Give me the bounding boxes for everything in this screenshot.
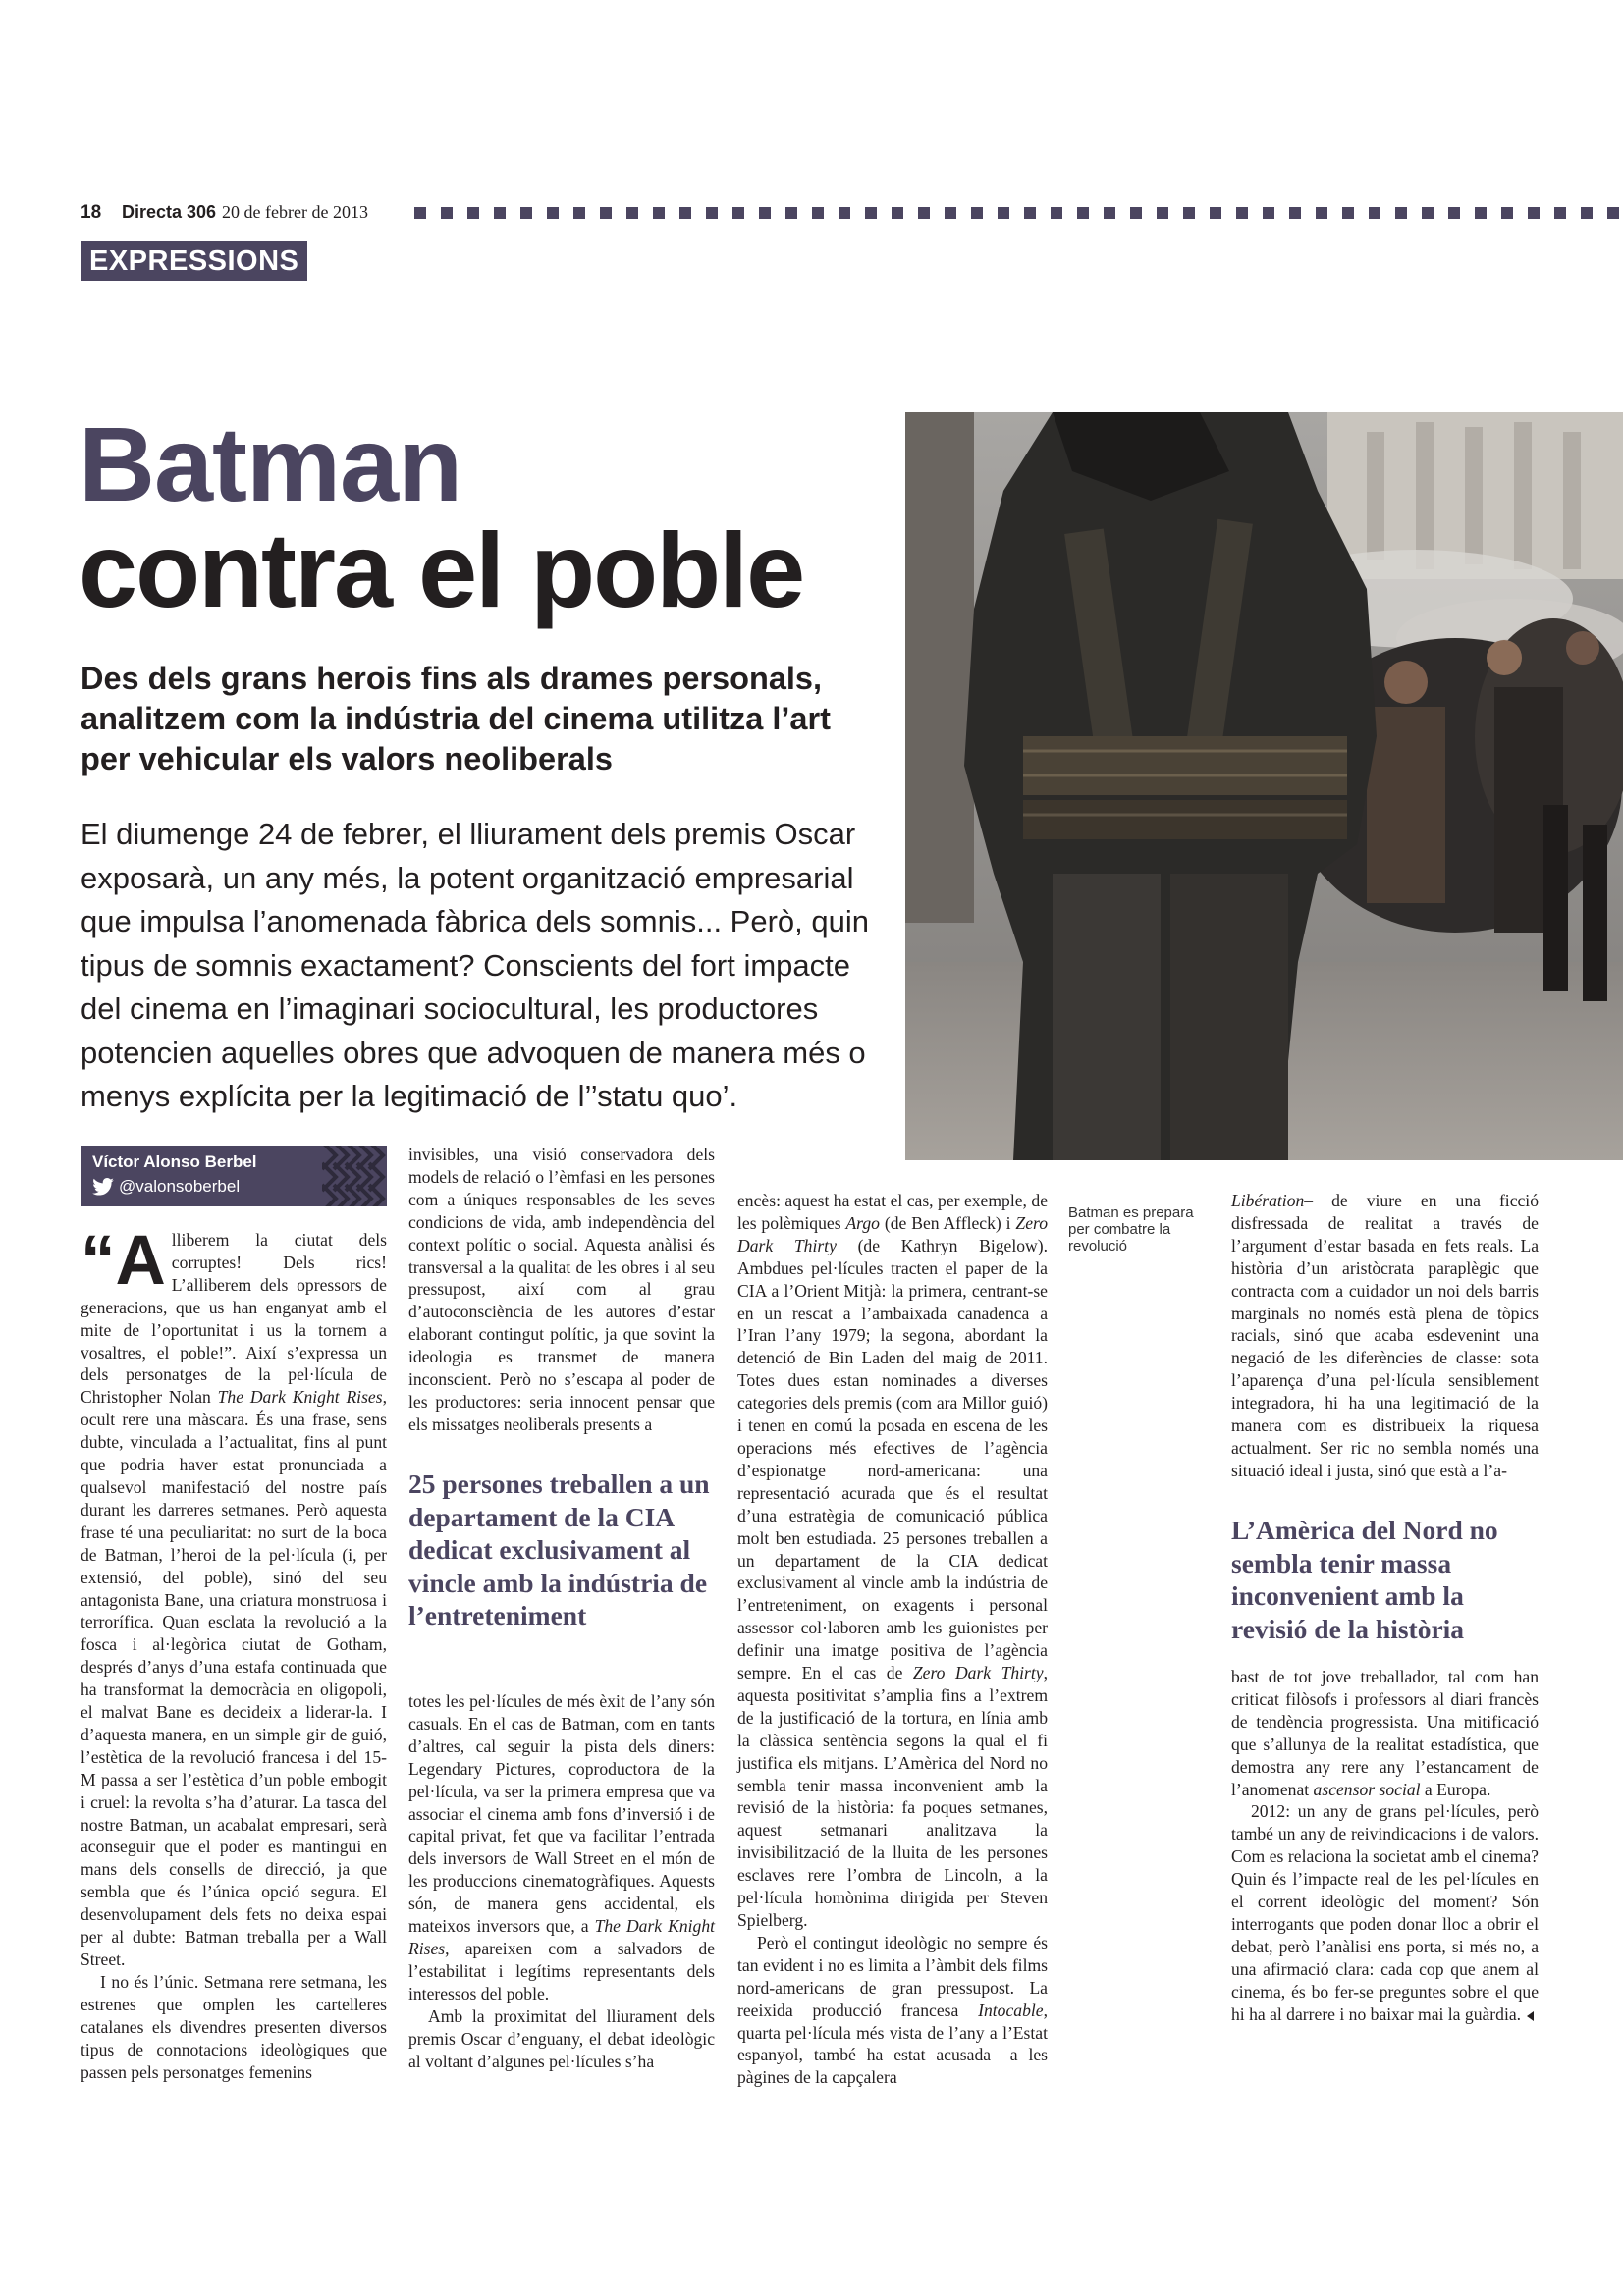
film-title: Zero Dark Thirty	[912, 1663, 1044, 1683]
film-title: The Dark Knight Rises	[408, 1916, 715, 1958]
pull-quote-america: L’Amèrica del Nord no sembla tenir massa inconvenient amb la revisió de la història	[1231, 1515, 1498, 1644]
body-paragraph: Amb la proximitat del lliurament dels premis Oscar d’enguany, el debat ideològic al voltant d’algunes pel·lícules s’ha	[408, 2005, 715, 2071]
issue-date: 20 de febrer de 2013	[222, 202, 368, 222]
body-paragraph: 2012: un any de grans pel·lícules, però també un any de reivindicacions i de valors. Com es relaciona la societat amb el cinema? Quin és l’impacte real de les pel·lícules en el corrent ideològic del moment? Són interrogants que poden donar lloc a obrir el debat, però l’anàlisi ens porta, si més no, a una afirmació clara: cada cop que anem al cinema, és bo fer-se preguntes sobre el que hi ha al darrere i no baixar mai la guàrdia.	[1231, 1801, 1539, 2024]
body-paragraph: totes les pel·lícules de més èxit de l’any són casuals. En el cas de Batman, com en tants d’altres, cal seguir la pista dels diners: Legendary Pictures, coproductora de la pel·lícula, va ser la primera empresa que va associar el cinema amb fons d’inversió i de capital privat, fet que va facilitar l’entrada dels inversors de Wall Street en el món de les produccions cinematogràfiques. Aquests són, de manera gens accidental, els mateixos inversors que, a The Dark Knight Rises, apareixen com a salvadors de l’estabilitat i legítims representants dels interessos del poble.	[408, 1691, 715, 2003]
body-paragraph: invisibles, una visió conservadora dels models de relació o l’èmfasi en les persones com a úniques responsables de les seves condicions de vida, amb independència del context polític o social. Aquesta anàlisi és transversal a la qualitat de les obres i al seu pressupost, així com al grau d’autoconsciència de les autores d’estar elaborant contingut polític, ja que sovint la ideologia es transmet de manera inconscient. Però no s’escapa al poder de les productores: seria innocent pensar que els missatges neoliberals presents a	[408, 1145, 715, 1434]
drop-cap: “A	[81, 1222, 166, 1300]
section-label: EXPRESSIONS	[81, 241, 307, 281]
body-column-1	[81, 1222, 387, 2083]
author-name: Víctor Alonso Berbel	[92, 1152, 257, 1171]
twitter-bird-icon	[92, 1178, 114, 1196]
author-twitter-link[interactable]	[92, 1177, 240, 1197]
article-photo	[905, 412, 1623, 1160]
headline-line-2: contra el poble	[79, 510, 804, 629]
header-dotted-rule	[414, 207, 1622, 219]
photo-caption: Batman es prepara per combatre la revolució	[1068, 1204, 1194, 1255]
body-paragraph: “A lliberem la ciutat dels corruptes! Dels rics! L’alliberem dels opressors de generacions, que us han enganyat amb el mite de l’oportunitat i us la tornem a vosaltres, el poble!”. Així s’expressa un dels personatges de la pel·lícula de Christopher Nolan The Dark Knight Rises, ocult rere una màscara. És una frase, sens dubte, vinculada a l’actualitat, fins al punt que podria haver estat pronunciada a qualsevol manifestació del nostre país durant les darreres setmanes. Però aquesta frase té una peculiaritat: no surt de la boca de Batman, l’heroi de la pel·lícula (i, per extensió, del poble), sinó del seu antagonista Bane, una criatura monstruosa i terrorífica. Quan esclata la revolució a la fosca i al·legòrica ciutat de Gotham, després d’anys d’una estafa continuada que ha transformat la democràcia en oligopoli, el malvat Bane es decideix a liderar-la. I d’aquesta manera, en un simple gir de guió, l’estètica de la revolució francesa i del 15-M passa a ser l’estètica d’un poble embogit i cruel: la revolta s’ha d’aturar. La tasca del nostre Batman, un acabalat empresari, serà aconseguir que el poder es mantingui en mans dels consells de direcció, ja que sembla que és l’única opció segura. El desenvolupament dels fets no deixa espai per al dubte: Batman treballa per a Wall Street.	[81, 1222, 387, 1969]
body-paragraph: I no és l’únic. Setmana rere setmana, les estrenes que omplen les cartelleres catalanes els divendres presenten diversos tipus de connotacions ideològiques que passen pels personatges femenins	[81, 1971, 387, 2082]
headline-line-1: Batman	[79, 404, 462, 523]
body-paragraph: bast de tot jove treballador, tal com han criticat filòsofs i professors al diari francès de tendència progressista. Una mitificació que s’allunya de la realitat estadística, que demostra any rere any l’estancament de l’anomenat ascensor social a Europa.	[1231, 1667, 1539, 1799]
body-column-3	[737, 1190, 1048, 2089]
body-column-2-bottom	[408, 1690, 715, 2072]
body-column-4-bottom	[1231, 1666, 1539, 2026]
film-title: Intocable	[978, 2000, 1044, 2020]
body-column-4-top	[1231, 1190, 1539, 1482]
article-lead: El diumenge 24 de febrer, el lliurament dels premis Oscar exposarà, un any més, la potent organització empresarial que impulsa l’anomenada fàbrica dels somnis... Però, quin tipus de somnis exactament? Conscients del fort impacte del cinema en l’imaginari sociocultural, les productores potencien aquelles obres que advoquen de manera més o menys explícita per la legitimació de l’’statu quo’.	[81, 817, 870, 1113]
newspaper-title: Libération	[1231, 1191, 1305, 1210]
body-paragraph: Però el contingut ideològic no sempre és tan evident i no es limita a l’àmbit dels films nord-americans de gran pressupost. La reeixida producció francesa Intocable, quarta pel·lícula més vista de l’any a l’Estat espanyol, també ha estat acusada –a les pàgines de la capçalera	[737, 1932, 1048, 2088]
film-title: Zero Dark Thirty	[737, 1212, 1048, 1255]
film-title: Argo	[845, 1212, 880, 1233]
body-paragraph: encès: aquest ha estat el cas, per exemple, de les polèmiques Argo (de Ben Affleck) i Zero Dark Thirty (de Kathryn Bigelow). Ambdues pel·lícules tracten el paper de la CIA a l’Orient Mitjà: la primera, centrant-se en un rescat a l’ambaixada canadenca a l’Iran l’any 1979; la segona, abordant la detenció de Bin Laden del maig de 2011. Totes dues estan nominades a diverses categories dels premis (com ara Millor guió) i tenen en comú la posada en escena de les operacions més efectives de l’agència d’espionatge nord-americana: una representació acurada que és el resultat d’una estratègia de comunicació pública molt ben estudiada. 25 persones treballen a un departament de la CIA dedicat exclusivament al vincle amb la indústria de l’entreteniment, on exagents i personal assessor col·laboren amb les guionistes per definir una imatge positiva de l’agència sempre. En el cas de Zero Dark Thirty, aquesta positivitat s’amplia fins a l’extrem de la justificació de la tortura, en línia amb la clàssica sentència segons la qual el fi justifica els mitjans. L’Amèrica del Nord no sembla tenir massa inconvenient amb la revisió de la història: fa poques setmanes, aquest setmanari analitzava la invisibilització de la lluita de les persones esclaves rere l’ombra de Lincoln, a la pel·lícula homònima dirigida per Steven Spielberg.	[737, 1191, 1048, 1930]
publication-name: Directa 306	[122, 202, 217, 222]
pull-quote-cia: 25 persones treballen a un departament de la CIA dedicat exclusivament al vincle amb la indústria de l’entreteniment	[408, 1468, 710, 1630]
article-subtitle: Des dels grans herois fins als drames personals, analitzem com la indústria del cinema utilitza l’art per vehicular els valors neoliberals	[81, 661, 831, 776]
term: ascensor social	[1313, 1779, 1421, 1799]
author-box	[81, 1146, 387, 1206]
body-paragraph: Libération– de viure en una ficció disfressada de realitat a través de l’argument d’estar basada en fets reals. La història d’un aristòcrata paraplègic que contracta com a cuidador un noi dels barris marginals no només està plena de tòpics racials, sinó que acaba esdevenint una negació de les diferències de classe: sota l’aparença d’una pel·lícula sensiblement integradora, hi ha una legitimació de la manera com es distribueix la riquesa actualment. Ser ric no sembla només una situació ideal i justa, sinó que està a l’a-	[1231, 1191, 1539, 1480]
author-handle-text: @valonsoberbel	[119, 1177, 241, 1196]
film-title: The Dark Knight Rises	[217, 1387, 383, 1408]
bane-street-scene-illustration	[905, 412, 1623, 1160]
page-number: 18	[81, 202, 102, 223]
body-column-2-top	[408, 1144, 715, 1436]
chevron-pattern-decoration	[322, 1146, 387, 1206]
end-of-article-icon	[1527, 2011, 1534, 2021]
